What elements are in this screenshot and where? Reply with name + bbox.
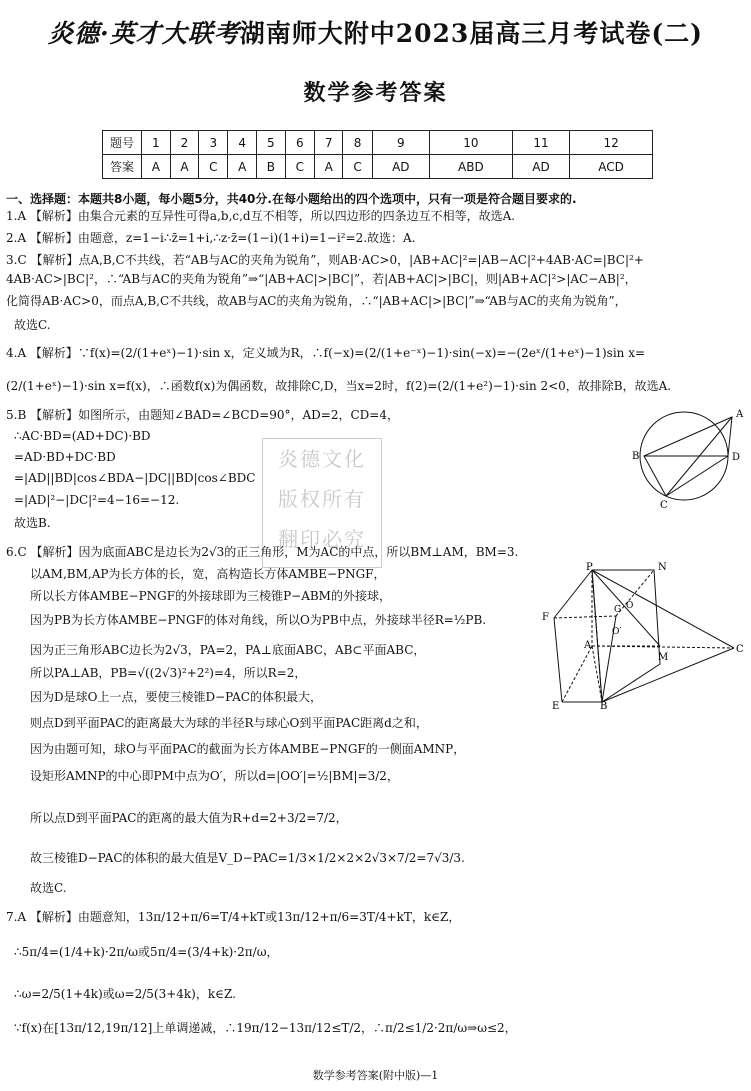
label-D: D (732, 452, 741, 463)
solution-line: 1.A 【解析】由集合元素的互异性可得a,b,c,d互不相等，所以四边形的四条边互不相等，故选A. (6, 209, 516, 223)
answer-cell: C (285, 155, 314, 179)
question-number: 12 (570, 131, 653, 155)
label-B: B (632, 451, 640, 462)
solution-line: ∴ω=2/5(1+4k)或ω=2/5(3+4k)，k∈Z. (14, 987, 236, 1001)
solution-line: 故选B. (14, 516, 51, 530)
label-O-prime: O′ (612, 627, 622, 637)
question-number: 5 (257, 131, 286, 155)
solution-line: 7.A 【解析】由题意知，13π/12+π/6=T/4+kT或13π/12+π/6=3T/4+kT，k∈Z， (6, 910, 461, 924)
solution-line: ∵f(x)在[13π/12,19π/12]上单调递减，∴19π/12−13π/12≤T/2，∴π/2≤1/2·2π/ω⇒ω≤2， (14, 1021, 517, 1035)
solution-line: 4AB·AC>|BC|²，∴“AB与AC的夹角为锐角”⇒“|AB+AC|>|BC|”，若|AB+AC|>|BC|，则|AB+AC|²>|AC−AB|²， (6, 272, 637, 286)
label-C: C (736, 644, 744, 655)
brand-name: 炎德·英才大联考 (48, 19, 240, 48)
answer-cell: A (314, 155, 343, 179)
section-heading: 一、选择题：本题共8小题，每小题5分，共40分.在每小题给出的四个选项中，只有一项是符合题目要求的. (6, 192, 577, 206)
answer-row (103, 155, 653, 179)
question-number: 10 (429, 131, 512, 155)
answer-cell: AD (512, 155, 569, 179)
label-B: B (600, 701, 608, 710)
solution-line: =|AD|²−|DC|²=4−16=−12. (14, 493, 180, 507)
watermark-line: 版权所有 (278, 487, 366, 511)
answer-cell: ABD (429, 155, 512, 179)
page-subtitle: 数学参考答案 (303, 80, 448, 106)
question-number: 8 (343, 131, 372, 155)
label-N: N (658, 562, 667, 573)
answer-cell: A (142, 155, 171, 179)
solution-line: 因为正三角形ABC边长为2√3，PA=2，PA⊥底面ABC，AB⊂平面ABC， (30, 643, 426, 657)
page-footer: 数学参考答案(附中版)—1 (312, 1069, 439, 1082)
question-number: 1 (142, 131, 171, 155)
exam-title: 湖南师大附中2023届高三月考试卷(二) (239, 19, 703, 48)
question-number: 3 (199, 131, 228, 155)
answer-table (102, 130, 653, 179)
solution-line: 因为D是球O上一点，要使三棱锥D−PAC的体积最大， (30, 690, 322, 704)
answer-cell: A (170, 155, 199, 179)
question-number: 2 (170, 131, 199, 155)
solution-line: 3.C 【解析】点A,B,C不共线，若“AB与AC的夹角为锐角”，则AB·AC>0，|AB+AC|²=|AB−AC|²+4AB·AC=|BC|²+ (6, 253, 644, 267)
label-A: A (584, 640, 592, 651)
solution-line: 6.C 【解析】因为底面ABC是边长为2√3的正三角形，M为AC的中点，所以BM⊥AM，BM=3. (6, 545, 519, 559)
answer-cell: ACD (570, 155, 653, 179)
solution-line: ∴AC·BD=(AD+DC)·BD (14, 429, 151, 443)
watermark-line: 翻印必究 (278, 527, 366, 551)
solution-line: 故选C. (14, 318, 51, 332)
solution-line: 故选C. (30, 881, 67, 895)
label-M: M (658, 652, 669, 663)
solution-line: 化简得AB·AC>0，而点A,B,C不共线，故AB与AC的夹角为锐角，∴“|AB+AC|>|BC|”⇒“AB与AC的夹角为锐角”， (6, 294, 627, 308)
solution-line: =|AD||BD|cos∠BDA−|DC||BD|cos∠BDC (14, 471, 256, 485)
solution-line: 所以PA⊥AB，PB=√((2√3)²+2²)=4，所以R=2， (30, 666, 307, 680)
solution-line: 4.A 【解析】∵f(x)=(2/(1+eˣ)−1)·sin x，定义域为R，∴f(−x)=(2/(1+e⁻ˣ)−1)·sin(−x)=−(2eˣ/(1+eˣ)−1)sin x= (6, 346, 646, 360)
answer-cell: B (257, 155, 286, 179)
question-row (103, 131, 653, 155)
answer-cell: C (199, 155, 228, 179)
solution-line: (2/(1+eˣ)−1)·sin x=f(x)，∴函数f(x)为偶函数，故排除C,D，当x=2时，f(2)=(2/(1+e²)−1)·sin 2<0，故排除B，故选A. (6, 379, 672, 393)
solution-line: =AD·BD+DC·BD (14, 450, 116, 464)
answer-cell: A (228, 155, 257, 179)
question-number: 6 (285, 131, 314, 155)
solution-line: 故三棱锥D−PAC的体积的最大值是V_D−PAC=1/3×1/2×2×2√3×7/2=7√3/3. (30, 851, 465, 865)
solution-line: 5.B 【解析】如图所示，由题知∠BAD=∠BCD=90°，AD=2，CD=4， (6, 408, 399, 422)
label-A: A (736, 409, 744, 420)
label-G: G (614, 605, 622, 615)
page-title (0, 14, 751, 50)
row-label: 答案 (103, 155, 142, 179)
solution-line: 设矩形AMNP的中心即PM中点为O′，所以d=|OO′|=½|BM|=3/2， (30, 769, 399, 783)
watermark-line: 炎德文化 (278, 447, 366, 471)
question-number: 7 (314, 131, 343, 155)
circle-figure (628, 405, 748, 513)
row-label: 题号 (103, 131, 142, 155)
label-P: P (586, 562, 593, 573)
question-number: 4 (228, 131, 257, 155)
answer-cell: C (343, 155, 372, 179)
solution-line: 所以点D到平面PAC的距离的最大值为R+d=2+3/2=7/2， (30, 811, 348, 825)
answer-cell: AD (372, 155, 429, 179)
cuboid-figure (540, 560, 745, 710)
label-C: C (660, 500, 668, 511)
solution-line: 因为PB为长方体AMBE−PNGF的体对角线，所以O为PB中点，外接球半径R=½PB. (30, 613, 487, 627)
solution-line: 2.A 【解析】由题意，z=1−i∴z̄=1+i,∴z·z̄=(1−i)(1+i)=1−i²=2.故选：A. (6, 231, 416, 245)
solution-line: 因为由题可知，球O与平面PAC的截面为长方体AMBE−PNGF的一侧面AMNP， (30, 742, 466, 756)
solution-line: 则点D到平面PAC的距离最大为球的半径R与球心O到平面PAC距离d之和， (30, 716, 428, 730)
solution-line: 以AM,BM,AP为长方体的长，宽，高构造长方体AMBE−PNGF， (30, 567, 386, 581)
label-O: O (626, 601, 634, 611)
solution-line: 所以长方体AMBE−PNGF的外接球即为三棱锥P−ABM的外接球， (30, 589, 391, 603)
question-number: 9 (372, 131, 429, 155)
label-F: F (542, 612, 549, 623)
question-number: 11 (512, 131, 569, 155)
solution-line: ∴5π/4=(1/4+k)·2π/ω或5π/4=(3/4+k)·2π/ω， (14, 945, 279, 959)
label-E: E (552, 701, 560, 710)
